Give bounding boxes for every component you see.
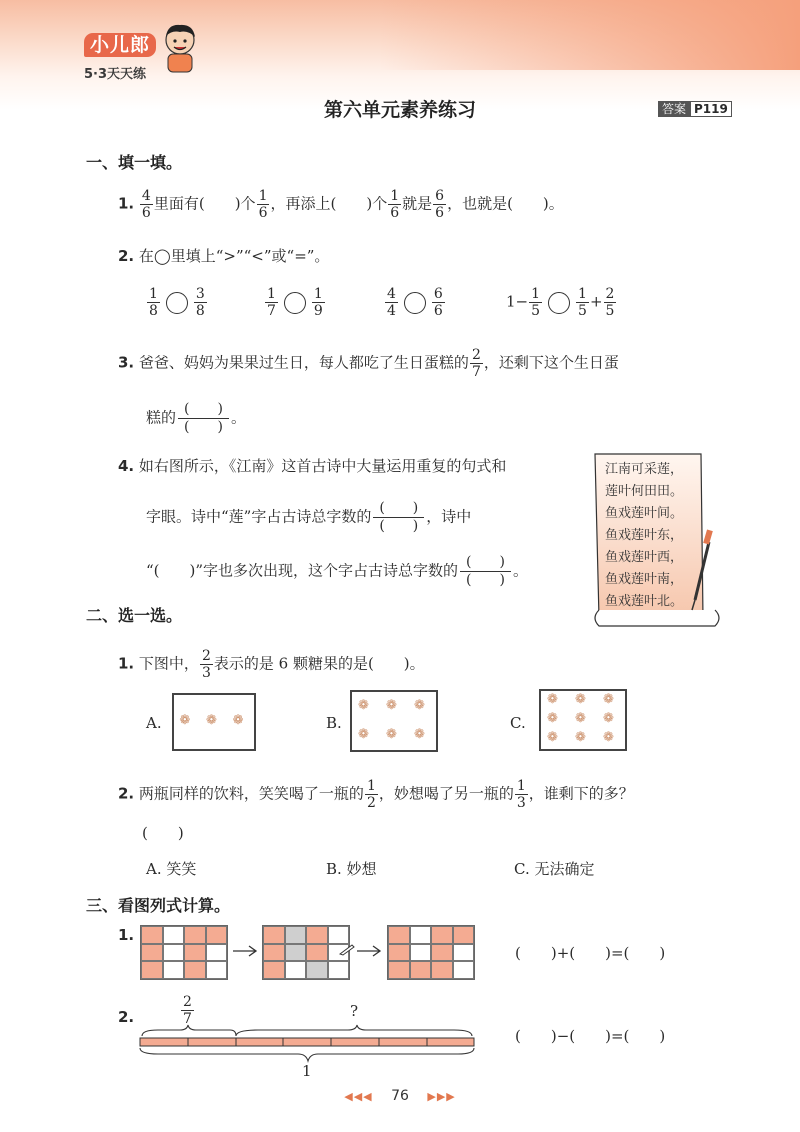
grid-cell <box>388 944 410 962</box>
grid-cell <box>388 961 410 979</box>
grid-middle <box>262 925 350 980</box>
grid-cell <box>184 926 206 944</box>
q-number: 2. <box>118 784 135 803</box>
logo-main: 小儿郎 <box>84 33 156 57</box>
pencil-icon <box>338 942 356 956</box>
answer-fraction-blank[interactable]: $\frac{( )}{( )}$ <box>373 500 424 535</box>
option-c-candies[interactable] <box>539 689 627 751</box>
poem-line: 江南可采莲， <box>605 462 684 477</box>
grid-cell <box>263 926 285 944</box>
question-1-4-line3: “( )”字也多次出现，这个字占古诗总字数的 $\frac{( )}{( )}$ 。 <box>146 554 528 588</box>
logo <box>84 30 156 82</box>
fraction: $\frac{4}{6}$ <box>141 188 151 221</box>
segment-label-total: 1 <box>302 1062 312 1080</box>
segment-label-fraction: $\frac{2}{7}$ <box>183 994 192 1027</box>
candy-icon: ❁ <box>603 691 614 707</box>
fraction: $\frac{1}{6}$ <box>258 188 268 221</box>
page-number: 76 <box>391 1088 409 1104</box>
candy-icon: ❁ <box>206 713 217 728</box>
q-number: 3. <box>118 353 135 372</box>
candy-icon: ❁ <box>358 726 369 742</box>
grid-cell <box>328 926 350 944</box>
candy-icon: ❁ <box>232 713 244 728</box>
question-1-4-line2: 字眼。诗中“莲”字占古诗总字数的 $\frac{( )}{( )}$ ，诗中 <box>146 500 472 534</box>
answer-fraction-blank[interactable]: $\frac{( )}{( )}$ <box>178 401 229 436</box>
grid-cell <box>163 944 185 962</box>
grid-cell <box>306 961 328 979</box>
grid-cell <box>328 961 350 979</box>
page-title: 第六单元素养练习 <box>323 99 476 121</box>
option-b-candies[interactable] <box>350 690 438 752</box>
candy-icon: ❁ <box>414 697 425 713</box>
poem-line: 鱼戏莲叶西， <box>605 550 684 565</box>
prev-arrows-icon: ◀◀◀ <box>344 1090 373 1103</box>
option-a[interactable]: A. 笑笑 <box>146 860 197 878</box>
grid-cell <box>263 944 285 962</box>
poem-line: 鱼戏莲叶东， <box>605 528 684 543</box>
candy-icon: ❁ <box>575 730 586 746</box>
grid-cell <box>453 961 475 979</box>
candy-icon: ❁ <box>575 691 586 707</box>
question-1-1 <box>118 188 564 221</box>
answer-blank[interactable]: ( ) <box>142 824 184 842</box>
poem-line: 鱼戏莲叶南， <box>605 572 684 587</box>
candy-icon: ❁ <box>414 726 425 742</box>
answer-fraction-blank[interactable]: $\frac{( )}{( )}$ <box>460 554 511 589</box>
grid-cell <box>184 944 206 962</box>
poem-line: 鱼戏莲叶间。 <box>605 506 684 521</box>
grid-cell <box>184 961 206 979</box>
logo-sub: 5·3天天练 <box>84 67 147 82</box>
q-number: 4. <box>118 457 135 475</box>
grid-cell <box>453 926 475 944</box>
q-number: 1. <box>118 194 135 213</box>
q-number: 1. <box>118 926 135 944</box>
grid-cell <box>263 961 285 979</box>
question-1-3-line2: 糕的 $\frac{( )}{( )}$ 。 <box>146 401 246 435</box>
q-text: ，再添上( )个 <box>270 194 388 213</box>
grid-cell <box>453 944 475 962</box>
option-b-label[interactable]: B. <box>326 714 342 732</box>
question-1-3: 3. 爸爸、妈妈为果果过生日，每人都吃了生日蛋糕的 $\frac{2}{7}$ ，还剩下这个生日蛋 <box>118 347 619 380</box>
q-text: 在◯里填上“>”“<”或“=”。 <box>138 247 330 265</box>
q-text: 就是 <box>402 194 433 213</box>
grid-cell <box>431 944 453 962</box>
grid-cell <box>285 961 307 979</box>
question-1-4: 4. 如右图所示，《江南》这首古诗中大量运用重复的句式和 <box>118 457 507 475</box>
arrow-right-icon <box>355 944 383 958</box>
answer-page: P119 <box>690 101 732 117</box>
grid-cell <box>431 961 453 979</box>
arrow-right-icon <box>231 944 259 958</box>
section3-heading: 三、看图列式计算。 <box>86 896 231 915</box>
question-2-1: 1. 下图中， $\frac{2}{3}$ 表示的是 6 颗糖果的是( )。 <box>118 648 425 681</box>
segment-bar-diagram <box>138 1024 478 1064</box>
candy-icon: ❁ <box>386 726 397 742</box>
grid-cell <box>306 944 328 962</box>
answer-label: 答案 <box>658 101 690 117</box>
poem-line: 莲叶何田田。 <box>605 484 684 499</box>
grid-cell <box>388 926 410 944</box>
poem-scroll <box>591 450 721 636</box>
fraction: $\frac{1}{6}$ <box>390 188 400 221</box>
poem-line: 鱼戏莲叶北。 <box>605 594 684 609</box>
grid-cell <box>141 926 163 944</box>
page-footer <box>0 1088 800 1104</box>
q-number: 2. <box>118 247 135 265</box>
q-text: 里面有( )个 <box>153 194 256 213</box>
grid-before <box>140 925 228 980</box>
segment-label-unknown: ? <box>350 1002 359 1020</box>
grid-cell <box>141 961 163 979</box>
compare-circle[interactable] <box>404 292 426 314</box>
grid-cell <box>306 926 328 944</box>
compare-item-1: $\frac{1}{8}$ $\frac{3}{8}$ <box>149 286 205 319</box>
compare-circle[interactable] <box>166 292 188 314</box>
grid-cell <box>206 961 228 979</box>
grid-cell <box>410 944 432 962</box>
candy-icon: ❁ <box>603 730 614 746</box>
grid-cell <box>410 926 432 944</box>
boy-mascot-icon <box>160 22 200 74</box>
compare-item-3: $\frac{4}{4}$ $\frac{6}{6}$ <box>387 286 443 319</box>
fraction: $\frac{6}{6}$ <box>435 188 445 221</box>
section1-heading: 一、填一填。 <box>86 153 183 172</box>
option-a-label[interactable]: A. <box>146 714 162 732</box>
compare-item-4: 1− $\frac{1}{5}$ $\frac{1}{5}$ + $\frac{2}{5}$ <box>506 286 615 319</box>
option-c-label[interactable]: C. <box>510 714 526 732</box>
q-number: 2. <box>118 1008 135 1026</box>
section2-heading: 二、选一选。 <box>86 606 183 625</box>
candy-icon: ❁ <box>179 713 191 728</box>
option-b[interactable]: B. 妙想 <box>326 860 377 878</box>
grid-cell <box>141 944 163 962</box>
candy-icon: ❁ <box>358 697 369 713</box>
q-number: 1. <box>118 654 135 673</box>
grid-cell <box>431 926 453 944</box>
grid-cell <box>410 961 432 979</box>
question-2-2: 2. 两瓶同样的饮料，笑笑喝了一瓶的 $\frac{1}{2}$ ，妙想喝了另一瓶的 $\frac{1}{3}$ ，谁剩下的多？ <box>118 778 634 811</box>
equation-blank[interactable]: ( )−( )=( ) <box>515 1027 666 1045</box>
equation-blank[interactable]: ( )+( )=( ) <box>515 944 666 962</box>
compare-circle[interactable] <box>548 292 570 314</box>
candy-icon: ❁ <box>547 730 558 746</box>
option-a-candies[interactable] <box>172 693 256 751</box>
grid-cell <box>285 944 307 962</box>
header-accent <box>380 0 800 70</box>
question-1-2 <box>118 245 329 267</box>
next-arrows-icon: ▶▶▶ <box>427 1090 456 1103</box>
candy-icon: ❁ <box>603 711 614 726</box>
candy-icon: ❁ <box>547 691 558 707</box>
option-c[interactable]: C. 无法确定 <box>514 860 595 878</box>
grid-cell <box>163 926 185 944</box>
answer-reference <box>658 100 732 117</box>
candy-icon: ❁ <box>547 711 558 726</box>
grid-cell <box>206 926 228 944</box>
grid-cell <box>206 944 228 962</box>
compare-circle[interactable] <box>284 292 306 314</box>
compare-item-2: $\frac{1}{7}$ $\frac{1}{9}$ <box>267 286 323 319</box>
grid-cell <box>163 961 185 979</box>
candy-icon: ❁ <box>575 711 586 726</box>
q-text: ，也就是( )。 <box>447 194 564 213</box>
candy-icon: ❁ <box>386 697 397 713</box>
grid-after <box>387 925 475 980</box>
grid-cell <box>285 926 307 944</box>
